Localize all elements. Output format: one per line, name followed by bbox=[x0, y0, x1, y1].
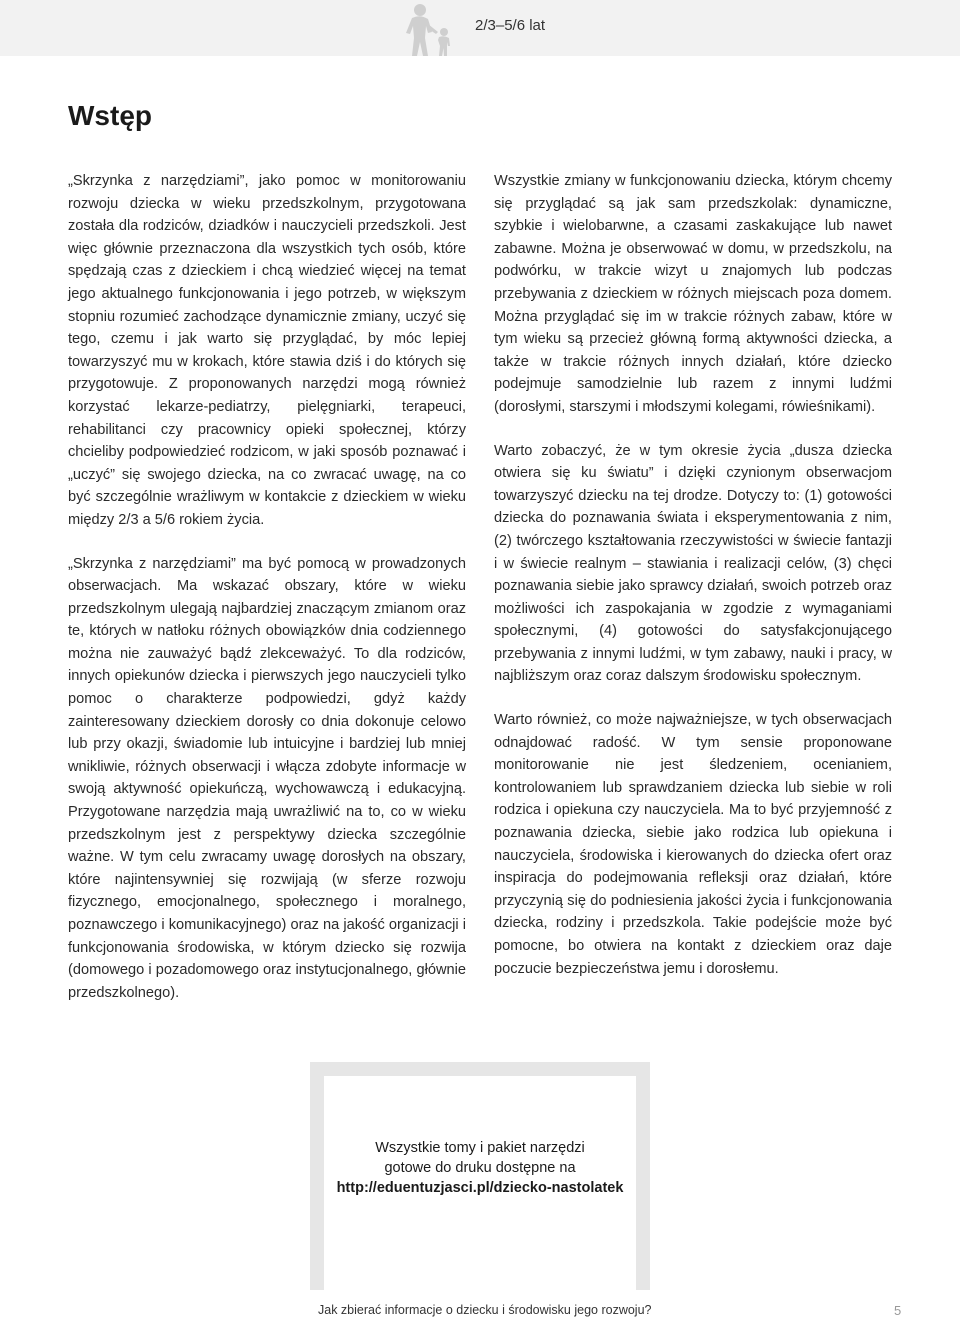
page-title: Wstęp bbox=[68, 100, 152, 131]
page-number: 5 bbox=[894, 1303, 902, 1318]
download-info-inner bbox=[324, 1076, 636, 1292]
paragraph: Warto również, co może najważniejsze, w tych obserwacjach odnajdować radość. W tym sensie proponowane monitorowanie nie jest śledzeniem, ocenianiem, kontrolowaniem lub sprawdzaniem dziecka lub siebie w roli rodzica i opiekuna czy nauczyciela. Ma to być przyjemność z poznawania dziecka, siebie jako rodzica lub opiekuna i nauczyciela, środowiska i kierowanych do dziecka ofert oraz inspiracja do podejmowania refleksji oraz działań, które przyczynią się do podniesienia jakości życia i funkcjonowania dziecka, rodziny i przedszkola. Takie podejście może być pomocne, bo otwiera na kontakt z dzieckiem oraz daje poczucie bezpieczeństwa jemu i dorosłemu. bbox=[494, 712, 892, 977]
age-range-label: 2/3–5/6 lat bbox=[475, 17, 546, 34]
right-text-column bbox=[494, 170, 892, 1001]
paragraph: „Skrzynka z narzędziami” ma być pomocą w prowadzonych obserwacjach. Ma wskazać obszary, które w wieku przedszkolnym ulegają najbardziej znaczącym zmianom oraz te, których w natłoku różnych obowiązków dnia codziennego można nie zauważyć bądź zlekceważyć. To dla rodziców, innych opiekunów dziecka i pierwszych jego nauczycieli tylko pomoc o charakterze podpowiedzi, gdyż każdy zainteresowany dzieckiem dorosły co dnia dokonuje celowo lub przy okazji, świadomie lub intuicyjne i bardziej lub mniej wnikliwie, różnych obserwacji i włącza zdobyte informacje w swoją aktywność opiekuńczą, wychowawczą i edukacyjną. Przygotowane narzędzia mają uwrażliwić na to, co w wieku przedszkolnym jest z perspektywy dziecka szczególnie ważne. W tym celu zwracamy uwagę dorosłych na obszary, które najintensywniej się rozwijają (w sferze rozwoju fizycznego, emocjonalnego, społecznego i moralnego, poznawczego i komunikacyjnego) oraz na jakość organizacji i funkcjonowania środowiska, w którym dziecko się rozwija (domowego i pozadomowego oraz instytucjonalnego, głównie przedszkolnego). bbox=[68, 555, 466, 1001]
paragraph: Wszystkie zmiany w funkcjonowaniu dziecka, którym chcemy się przyglądać są jak sam przedszkolak: dynamiczne, szybkie i wielobarwne, a czasami zaskakujące lub nawet zabawne. Można je obserwować w domu, w przedszkolu, na podwórku, w trakcie wizyt u znajomych lub podczas przebywania z dzieckiem w różnych miejscach poza domem. Można przyglądać się im w trakcie różnych zabaw, które w tym wieku są przecież główną formą aktywności dziecka, a także w trakcie różnych innych działań, które dziecko podejmuje samodzielnie lub razem z innymi ludźmi (dorosłymi, starszymi i młodszymi kolegami, rówieśnikami). bbox=[494, 173, 892, 415]
page-header bbox=[0, 0, 960, 56]
download-info-line: gotowe do druku dostępne na bbox=[384, 1160, 576, 1176]
adult-and-child-silhouette-icon bbox=[398, 2, 462, 56]
paragraph: „Skrzynka z narzędziami”, jako pomoc w monitorowaniu rozwoju dziecka w wieku przedszkolnym, przygotowana została dla rodziców, dziadków i nauczycieli przedszkoli. Jest więc głównie przeznaczona dla wszystkich tych osób, które spędzają czas z dzieckiem i chcą wiedzieć więcej na temat jego aktualnego funkcjonowania i jego potrzeb, w większym stopniu rozumieć zachodzące dynamicznie zmiany, uczyć się tego, czemu i jak warto się przyglądać, by móc lepiej towarzyszyć mu w krokach, które stawia dziś i do których się przygotowuje. Z proponowanych narzędzi mogą również korzystać lekarze-pediatrzy, pielęgniarki, terapeuci, rehabilitanci czy pracownicy opieki społecznej, którzy chcieliby podpowiedzieć rodzicom, w jaki sposób poznawać i „uczyć” się swojego dziecka, na co zwracać uwagę, na co być szczególnie wrażliwym w kontakcie z dzieckiem w wieku między 2/3 a 5/6 rokiem życia. bbox=[68, 173, 466, 528]
download-info-line: Wszystkie tomy i pakiet narzędzi bbox=[375, 1140, 585, 1156]
download-info-text bbox=[324, 1138, 636, 1198]
left-text-column bbox=[68, 170, 466, 1025]
paragraph: Warto zobaczyć, że w tym okresie życia „dusza dziecka otwiera się ku światu” i dzięki czynionym obserwacjom towarzyszyć dziecku na tej drodze. Dotyczy to: (1) gotowości dziecka do poznawania świata i eksperymentowania z nim, (2) twórczego kształtowania rzeczywistości w świecie fantazji i w świecie realnym – stawiania i realizacji celów, (3) chęci poznawania siebie jako sprawcy działań, swoich potrzeb oraz możliwości ich zaspokajania w zgodzie z wymaganiami społecznymi, (4) gotowości do satysfakcjonującego przebywania z innymi ludźmi, w tym zabawy, nauki i pracy, w najbliższym oraz coraz dalszym środowisku społecznym. bbox=[494, 442, 892, 685]
download-info-box bbox=[310, 1062, 650, 1290]
footer-caption: Jak zbierać informacje o dziecku i środowisku jego rozwoju? bbox=[318, 1303, 652, 1317]
download-link[interactable]: http://eduentuzjasci.pl/dziecko-nastolatek bbox=[336, 1180, 624, 1196]
